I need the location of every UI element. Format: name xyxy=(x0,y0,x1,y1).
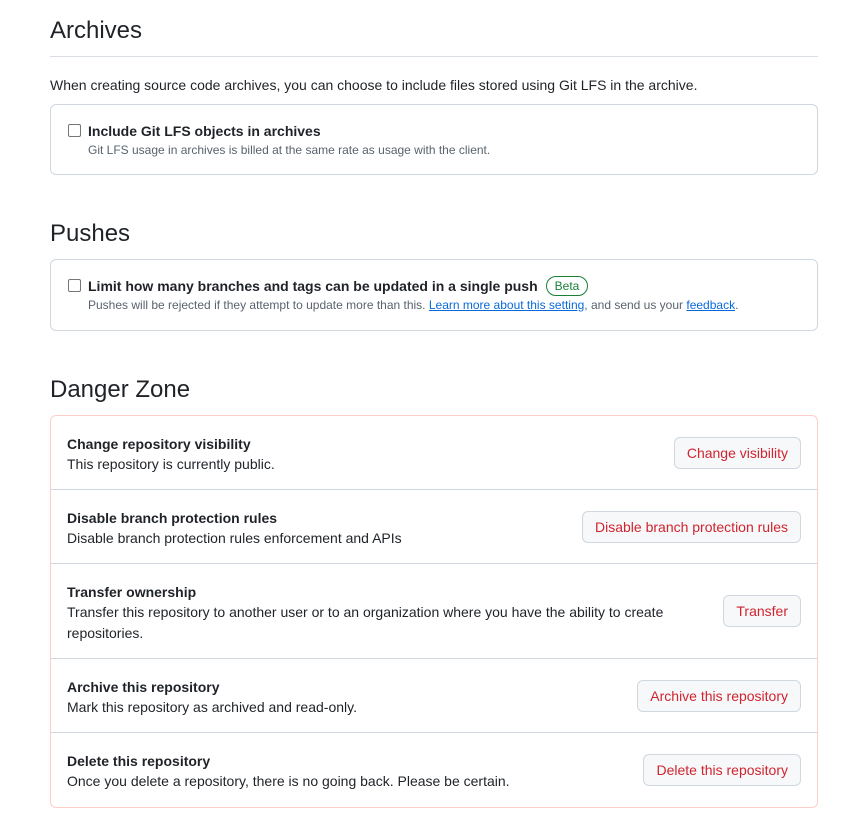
push-limit-label-wrap xyxy=(88,276,588,297)
learn-more-link[interactable]: Learn more about this setting xyxy=(428,298,585,312)
push-limit-note-text: Pushes will be rejected if they attempt to update more than this. xyxy=(88,298,429,312)
pushes-option-box xyxy=(50,259,818,331)
push-limit-label[interactable]: Limit how many branches and tags can be updated in a single push xyxy=(88,278,538,294)
danger-row-archive xyxy=(51,659,817,733)
danger-row-visibility xyxy=(51,416,817,490)
archives-option-box xyxy=(50,104,818,175)
archives-heading: Archives xyxy=(50,16,818,57)
lfs-archives-label[interactable]: Include Git LFS objects in archives xyxy=(88,123,321,139)
delete-repository-button[interactable]: Delete this repository xyxy=(643,754,801,786)
danger-row-title: Change repository visibility xyxy=(67,436,251,452)
lfs-archives-checkbox[interactable] xyxy=(68,124,81,137)
change-visibility-button[interactable]: Change visibility xyxy=(674,437,801,469)
danger-row-description: Once you delete a repository, there is no going back. Please be certain. xyxy=(67,773,510,789)
archives-description: When creating source code archives, you can choose to include files stored using Git LFS in the archive. xyxy=(50,77,698,93)
danger-row-transfer xyxy=(51,564,817,659)
disable-branch-protection-button[interactable]: Disable branch protection rules xyxy=(582,511,801,543)
danger-row-title: Archive this repository xyxy=(67,679,220,695)
danger-row-title: Delete this repository xyxy=(67,753,211,769)
danger-row-description: Mark this repository as archived and read-only. xyxy=(67,699,357,715)
danger-row-title: Disable branch protection rules xyxy=(67,510,278,526)
feedback-link[interactable]: feedback xyxy=(686,298,736,312)
danger-row-description: This repository is currently public. xyxy=(67,456,275,472)
push-limit-note-end: . xyxy=(735,298,739,312)
push-limit-checkbox[interactable] xyxy=(68,279,81,292)
push-limit-note-middle: , and send us your xyxy=(584,298,687,312)
danger-zone-heading: Danger Zone xyxy=(50,376,191,403)
danger-row-branch-protection xyxy=(51,490,817,564)
transfer-button[interactable]: Transfer xyxy=(723,595,801,627)
push-limit-note xyxy=(88,297,738,314)
danger-row-delete xyxy=(51,733,817,807)
danger-row-title: Transfer ownership xyxy=(67,584,197,600)
lfs-archives-note: Git LFS usage in archives is billed at the same rate as usage with the client. xyxy=(88,143,491,157)
danger-zone-box xyxy=(50,415,818,808)
pushes-heading: Pushes xyxy=(50,220,131,247)
danger-row-description: Disable branch protection rules enforcement and APIs xyxy=(67,530,402,546)
beta-badge: Beta xyxy=(546,276,589,296)
danger-row-description: Transfer this repository to another user or to an organization where you have the ability to create repositories. xyxy=(67,604,664,641)
archive-repository-button[interactable]: Archive this repository xyxy=(637,680,801,712)
